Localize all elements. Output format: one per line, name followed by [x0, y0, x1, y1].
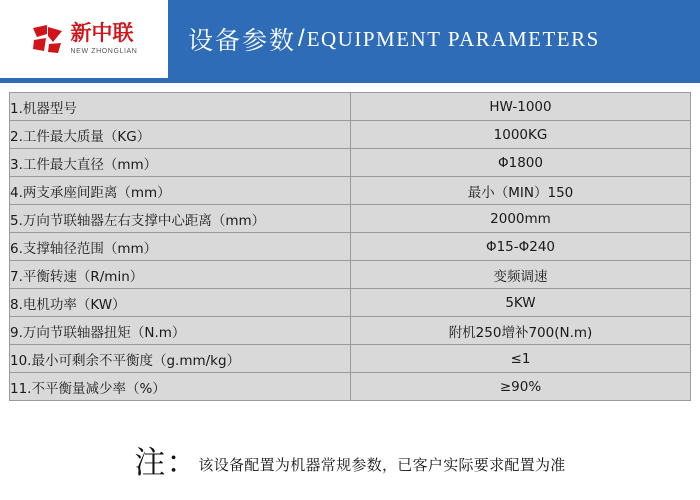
brand-name-en: NEW ZHONGLIAN [70, 48, 138, 55]
parameter-label: 7.平衡转速（R/min） [10, 261, 351, 289]
parameter-label: 6.支撑轴径范围（mm） [10, 233, 351, 261]
parameter-label: 10.最小可剩余不平衡度（g.mm/kg） [10, 345, 351, 373]
page-title-separator: / [298, 25, 305, 52]
parameter-label: 1.机器型号 [10, 93, 351, 121]
footer-note-label: 注： [134, 445, 199, 481]
parameter-label: 2.工件最大质量（KG） [10, 121, 351, 149]
table-row [10, 317, 691, 345]
table-row [10, 261, 691, 289]
page-title-en: EQUIPMENT PARAMETERS [306, 26, 600, 51]
page-title [168, 0, 700, 78]
page-title-cn: 设备参数 [188, 26, 297, 55]
parameters-table [9, 92, 691, 401]
parameter-label: 3.工件最大直径（mm） [10, 149, 351, 177]
parameter-value: 2000mm [351, 205, 691, 233]
brand-name-cn: 新中联 [70, 21, 134, 45]
parameter-label: 5.万向节联轴器左右支撑中心距离（mm） [10, 205, 351, 233]
footer-note-text: 该设备配置为机器常规参数，已客户实际要求配置为准 [198, 456, 566, 474]
table-row [10, 121, 691, 149]
parameter-value: Φ15-Φ240 [351, 233, 691, 261]
table-row [10, 345, 691, 373]
brand-logo [0, 0, 168, 78]
parameter-value: 变频调速 [351, 261, 691, 289]
parameters-table-wrapper [0, 83, 700, 401]
parameter-value: 5KW [351, 289, 691, 317]
table-row [10, 373, 691, 401]
parameter-value: 1000KG [351, 121, 691, 149]
parameter-label: 9.万向节联轴器扭矩（N.m） [10, 317, 351, 345]
parameter-value: 最小（MIN）150 [351, 177, 691, 205]
footer-note [0, 437, 700, 482]
table-row [10, 93, 691, 121]
page-header [0, 0, 700, 78]
table-row [10, 233, 691, 261]
parameter-value: 附机250增补700(N.m) [351, 317, 691, 345]
parameter-label: 11.不平衡量减少率（%） [10, 373, 351, 401]
parameter-value: HW-1000 [351, 93, 691, 121]
table-row [10, 289, 691, 317]
zhonglian-logo-icon [31, 22, 65, 56]
parameter-value: ≤1 [351, 345, 691, 373]
parameter-value: Φ1800 [351, 149, 691, 177]
parameter-label: 4.两支承座间距离（mm） [10, 177, 351, 205]
table-row [10, 177, 691, 205]
table-row [10, 149, 691, 177]
parameter-value: ≥90% [351, 373, 691, 401]
table-row [10, 205, 691, 233]
parameter-label: 8.电机功率（KW） [10, 289, 351, 317]
